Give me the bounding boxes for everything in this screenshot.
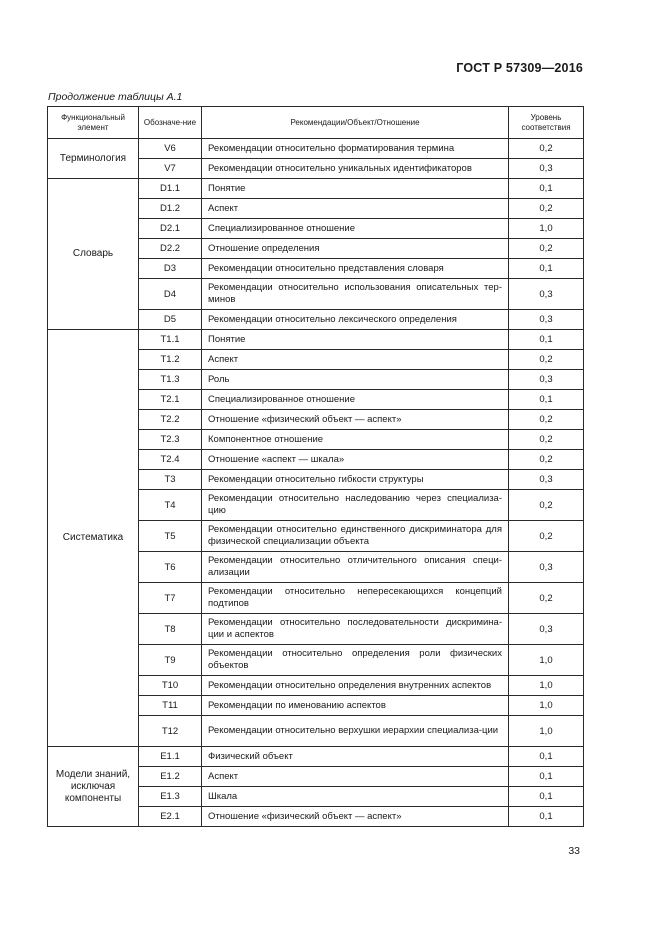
designation-cell: T1.1: [139, 330, 202, 350]
recommendation-cell: Шкала: [202, 787, 509, 807]
column-header-recommendation: Рекомендации/Объект/Отношение: [202, 107, 509, 139]
recommendation-cell: Рекомендации относительно определения роли физических объектов: [202, 645, 509, 676]
designation-cell: T11: [139, 696, 202, 716]
group-terminology: Терминология: [48, 139, 139, 179]
conformance-level-cell: 0,2: [509, 450, 584, 470]
table-row: [48, 139, 584, 159]
group-taxonomy: Систематика: [48, 330, 139, 747]
designation-cell: T4: [139, 490, 202, 521]
table-row: [48, 330, 584, 350]
conformance-level-cell: 0,2: [509, 199, 584, 219]
conformance-level-cell: 0,3: [509, 279, 584, 310]
designation-cell: D3: [139, 259, 202, 279]
recommendation-cell: Специализированное отношение: [202, 219, 509, 239]
recommendation-cell: Рекомендации относительно гибкости структуры: [202, 470, 509, 490]
conformance-level-cell: 0,1: [509, 787, 584, 807]
recommendation-cell: Рекомендации относительно форматирования термина: [202, 139, 509, 159]
conformance-level-cell: 0,2: [509, 410, 584, 430]
conformance-level-cell: 0,2: [509, 583, 584, 614]
recommendation-cell: Отношение «аспект — шкала»: [202, 450, 509, 470]
group-vocabulary: Словарь: [48, 179, 139, 330]
conformance-level-cell: 0,1: [509, 259, 584, 279]
designation-cell: D2.2: [139, 239, 202, 259]
conformance-level-cell: 0,1: [509, 179, 584, 199]
recommendation-cell: Рекомендации относительно представления словаря: [202, 259, 509, 279]
designation-cell: T7: [139, 583, 202, 614]
designation-cell: T5: [139, 521, 202, 552]
recommendation-cell: Рекомендации относительно наследованию через специализа-цию: [202, 490, 509, 521]
designation-cell: T10: [139, 676, 202, 696]
table-caption: Продолжение таблицы А.1: [48, 91, 183, 103]
recommendation-cell: Аспект: [202, 199, 509, 219]
recommendation-cell: Рекомендации относительно верхушки иерархии специализа-ции: [202, 716, 509, 747]
recommendation-cell: Специализированное отношение: [202, 390, 509, 410]
conformance-level-cell: 0,1: [509, 747, 584, 767]
designation-cell: T12: [139, 716, 202, 747]
conformance-level-cell: 0,1: [509, 330, 584, 350]
recommendation-cell: Рекомендации по именованию аспектов: [202, 696, 509, 716]
recommendation-cell: Роль: [202, 370, 509, 390]
table-body: [48, 139, 584, 827]
conformance-level-cell: 0,2: [509, 239, 584, 259]
designation-cell: T6: [139, 552, 202, 583]
designation-cell: T2.3: [139, 430, 202, 450]
recommendation-cell: Рекомендации относительно последовательности дискримина-ции и аспектов: [202, 614, 509, 645]
conformance-level-cell: 1,0: [509, 645, 584, 676]
conformance-level-cell: 0,1: [509, 767, 584, 787]
designation-cell: D1.2: [139, 199, 202, 219]
conformance-level-cell: 0,1: [509, 390, 584, 410]
requirements-table: [47, 106, 584, 827]
recommendation-cell: Отношение «физический объект — аспект»: [202, 807, 509, 827]
page-number: 33: [568, 845, 580, 857]
recommendation-cell: Аспект: [202, 767, 509, 787]
conformance-level-cell: 0,1: [509, 807, 584, 827]
designation-cell: E2.1: [139, 807, 202, 827]
designation-cell: T9: [139, 645, 202, 676]
recommendation-cell: Рекомендации относительно использования описательных тер-минов: [202, 279, 509, 310]
recommendation-cell: Аспект: [202, 350, 509, 370]
designation-cell: D2.1: [139, 219, 202, 239]
document-id: ГОСТ Р 57309—2016: [456, 61, 583, 75]
designation-cell: T2.2: [139, 410, 202, 430]
conformance-level-cell: 1,0: [509, 716, 584, 747]
designation-cell: T3: [139, 470, 202, 490]
designation-cell: T1.2: [139, 350, 202, 370]
designation-cell: T2.1: [139, 390, 202, 410]
recommendation-cell: Компонентное отношение: [202, 430, 509, 450]
conformance-level-cell: 0,2: [509, 521, 584, 552]
recommendation-cell: Рекомендации относительно отличительного описания специ-ализации: [202, 552, 509, 583]
conformance-level-cell: 0,3: [509, 310, 584, 330]
recommendation-cell: Рекомендации относительно уникальных идентификаторов: [202, 159, 509, 179]
table-row: [48, 179, 584, 199]
conformance-level-cell: 0,3: [509, 159, 584, 179]
recommendation-cell: Отношение «физический объект — аспект»: [202, 410, 509, 430]
designation-cell: D1.1: [139, 179, 202, 199]
designation-cell: T1.3: [139, 370, 202, 390]
designation-cell: V7: [139, 159, 202, 179]
designation-cell: T8: [139, 614, 202, 645]
conformance-level-cell: 1,0: [509, 696, 584, 716]
conformance-level-cell: 0,2: [509, 350, 584, 370]
designation-cell: E1.2: [139, 767, 202, 787]
column-header-conformance-level: Уровень соответствия: [509, 107, 584, 139]
conformance-level-cell: 0,2: [509, 139, 584, 159]
conformance-level-cell: 0,3: [509, 552, 584, 583]
recommendation-cell: Рекомендации относительно единственного дискриминатора для физической специализации объекта: [202, 521, 509, 552]
conformance-level-cell: 0,3: [509, 614, 584, 645]
designation-cell: D5: [139, 310, 202, 330]
column-header-designation: Обозначе-ние: [139, 107, 202, 139]
conformance-level-cell: 0,3: [509, 370, 584, 390]
column-header-functional-element: Функциональный элемент: [48, 107, 139, 139]
recommendation-cell: Понятие: [202, 330, 509, 350]
conformance-level-cell: 1,0: [509, 219, 584, 239]
designation-cell: E1.1: [139, 747, 202, 767]
conformance-level-cell: 0,2: [509, 430, 584, 450]
table-row: [48, 747, 584, 767]
group-knowledge-models: Модели знаний, исключая компоненты: [48, 747, 139, 827]
designation-cell: D4: [139, 279, 202, 310]
designation-cell: E1.3: [139, 787, 202, 807]
table-header-row: [48, 107, 584, 139]
conformance-level-cell: 0,2: [509, 490, 584, 521]
recommendation-cell: Рекомендации относительно непересекающихся концепций подтипов: [202, 583, 509, 614]
recommendation-cell: Отношение определения: [202, 239, 509, 259]
recommendation-cell: Понятие: [202, 179, 509, 199]
recommendation-cell: Рекомендации относительно лексического определения: [202, 310, 509, 330]
designation-cell: V6: [139, 139, 202, 159]
conformance-level-cell: 0,3: [509, 470, 584, 490]
conformance-level-cell: 1,0: [509, 676, 584, 696]
recommendation-cell: Рекомендации относительно определения внутренних аспектов: [202, 676, 509, 696]
designation-cell: T2.4: [139, 450, 202, 470]
recommendation-cell: Физический объект: [202, 747, 509, 767]
